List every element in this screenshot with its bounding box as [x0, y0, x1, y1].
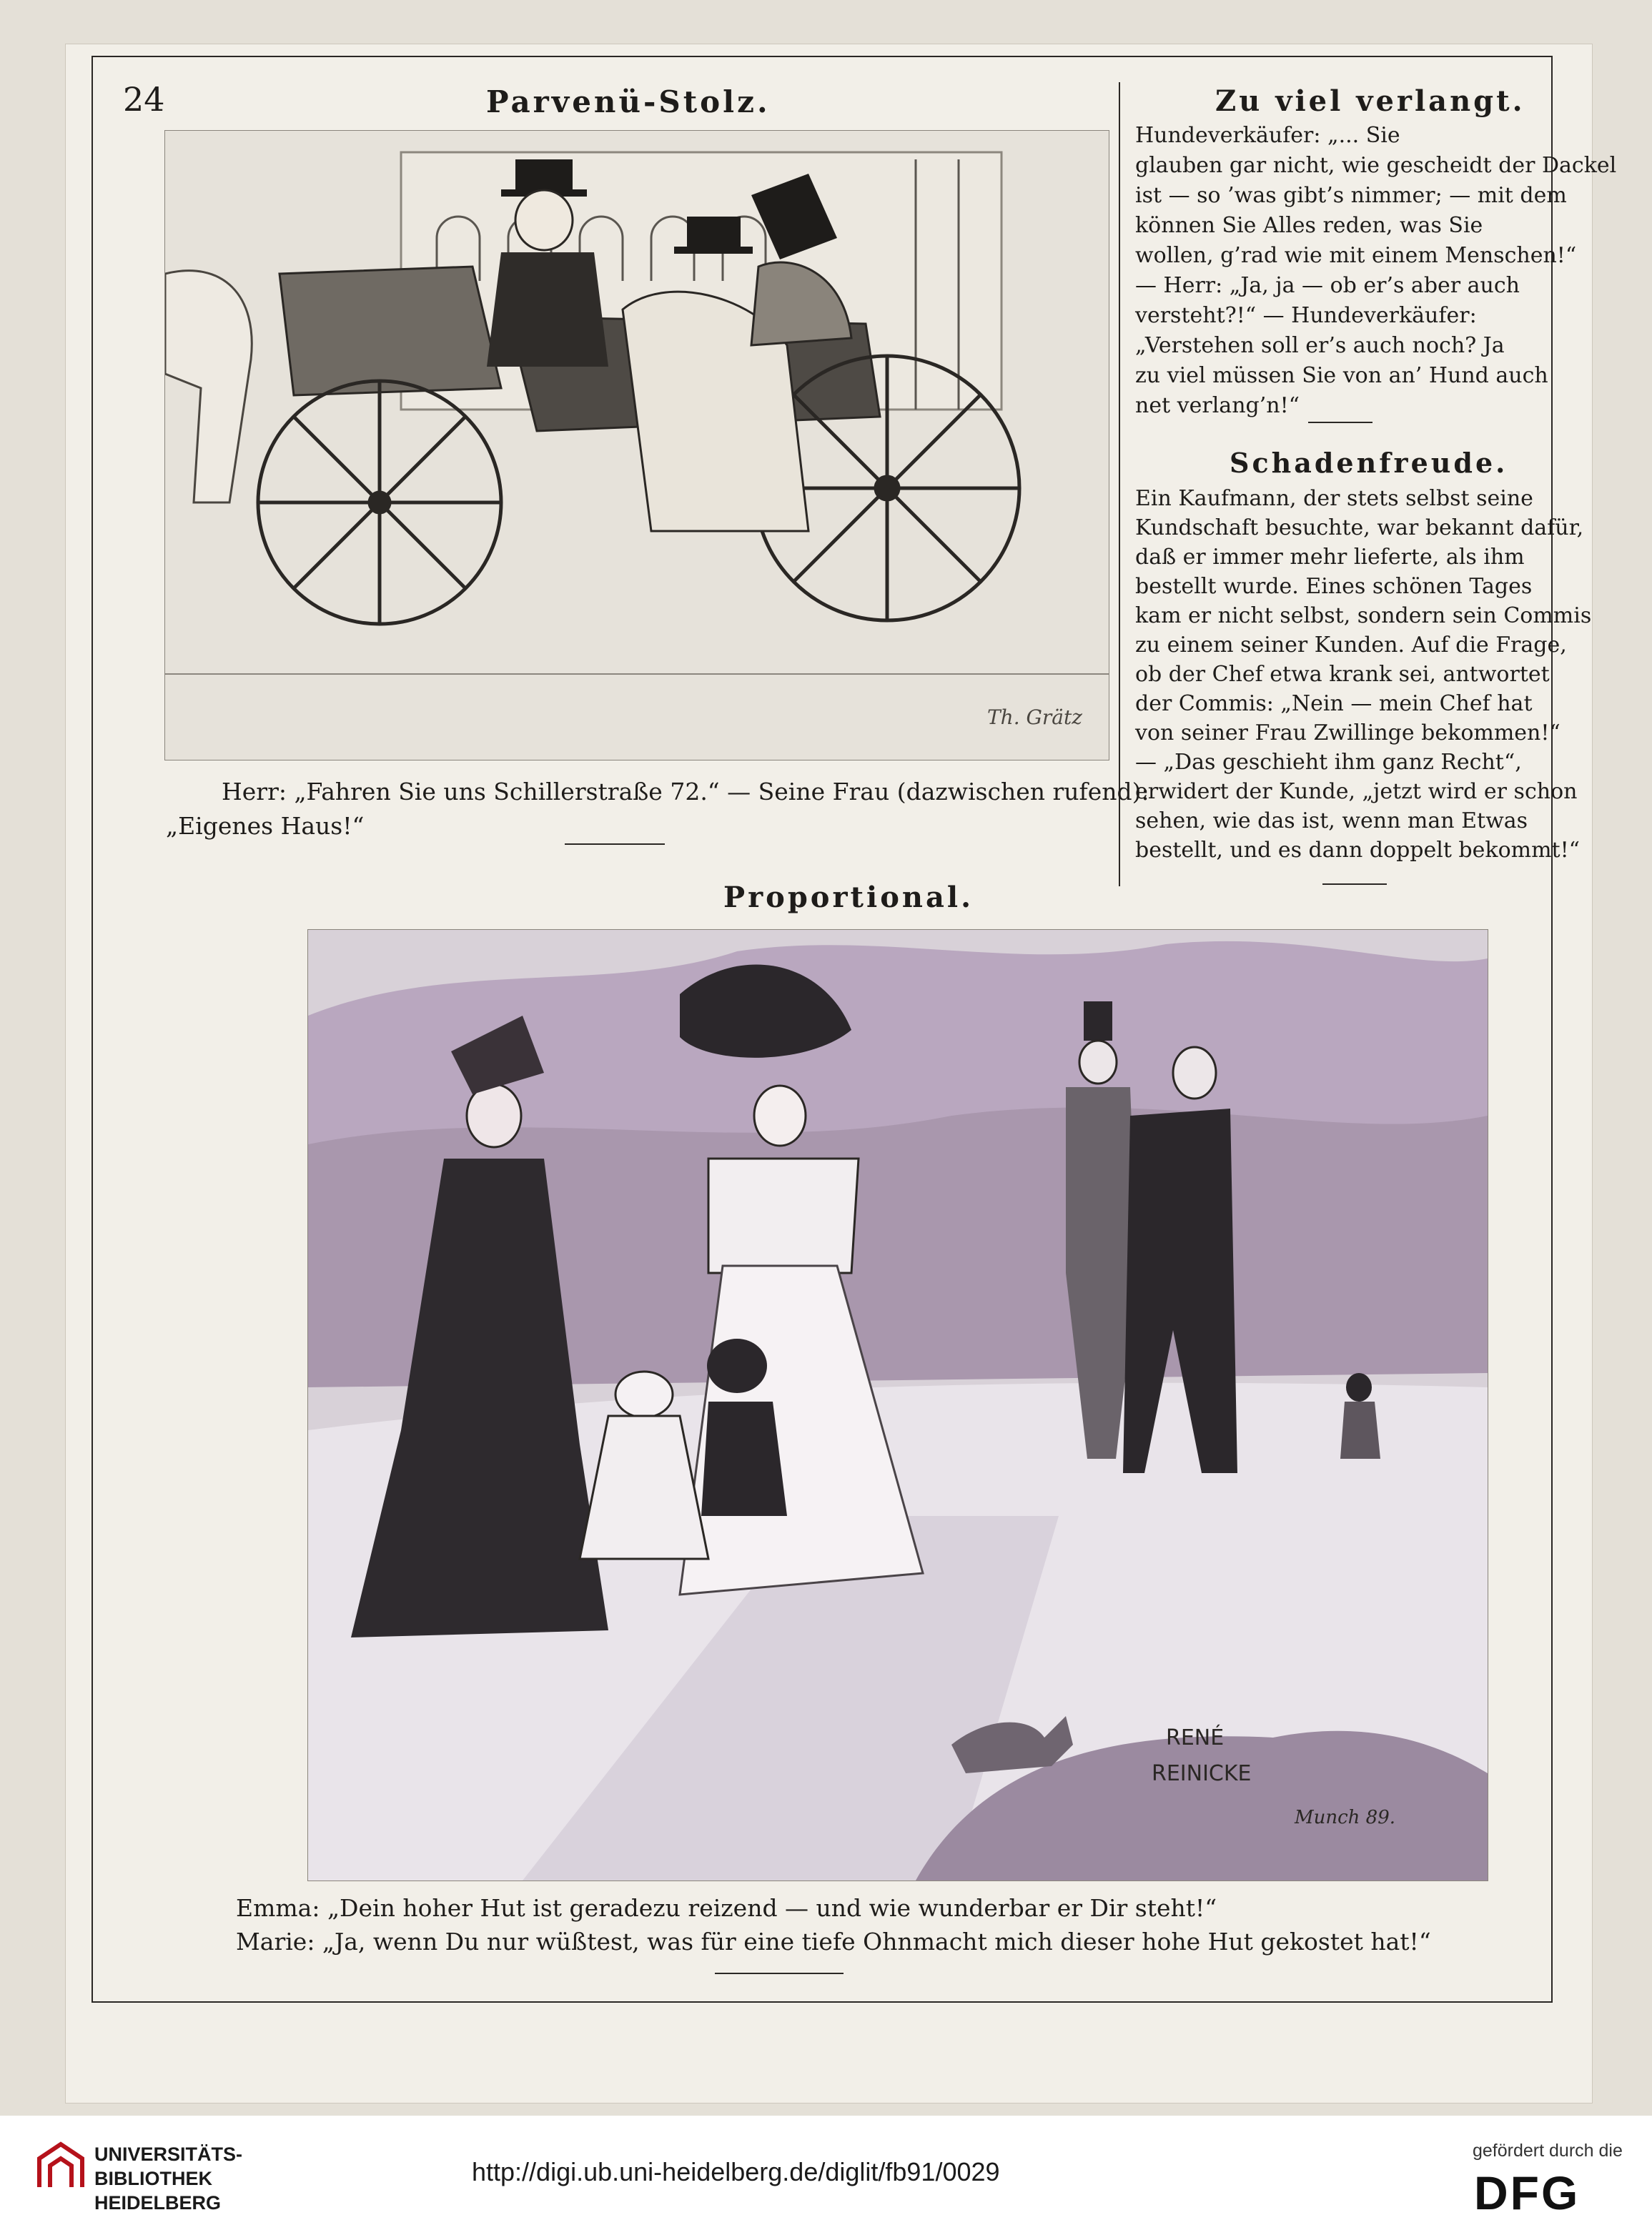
library-name: UNIVERSITÄTS- BIBLIOTHEK HEIDELBERG: [94, 2144, 243, 2214]
story2-line: bestellt wurde. Eines schönen Tages: [1135, 574, 1533, 599]
artist-signature: Munch 89.: [1295, 1807, 1396, 1828]
story1-title: Zu viel verlangt.: [1215, 84, 1525, 118]
cartoon2-title: Proportional.: [723, 881, 974, 914]
artist-signature: RENÉ: [1166, 1725, 1225, 1750]
park-scene-illustration: [307, 929, 1488, 1881]
cartoon2-caption-line1: Emma: „Dein hoher Hut ist geradezu reizend — und wie wunderbar er Dir steht!“: [236, 1894, 1217, 1922]
story1-line: net verlang’n!“: [1135, 393, 1300, 418]
story2-line: der Commis: „Nein — mein Chef hat: [1135, 691, 1533, 716]
cartoon2-caption-line2: Marie: „Ja, wenn Du nur wüßtest, was für eine tiefe Ohnmacht mich dieser hohe Hut gekostet hat!“: [236, 1928, 1431, 1956]
story1-line: Hundeverkäufer: „... Sie: [1135, 123, 1400, 148]
source-url-link[interactable]: http://digi.ub.uni-heidelberg.de/diglit/fb91/0029: [472, 2157, 1000, 2186]
cartoon1-caption-line2: „Eigenes Haus!“: [166, 812, 365, 840]
story2-line: — „Das geschieht ihm ganz Recht“,: [1135, 750, 1522, 775]
story1-line: ist — so ’was gibt’s nimmer; — mit dem: [1135, 183, 1567, 208]
story2-line: kam er nicht selbst, sondern sein Commis: [1135, 603, 1592, 628]
story2-line: bestellt, und es dann doppelt bekommt!“: [1135, 838, 1580, 863]
separator-rule: [1322, 883, 1387, 885]
story2-line: von seiner Frau Zwillinge bekommen!“: [1135, 720, 1561, 745]
university-library-logo: [32, 2137, 89, 2194]
cartoon1-title: Parvenü-Stolz.: [486, 84, 771, 119]
story1-line: glauben gar nicht, wie gescheidt der Dackel: [1135, 153, 1617, 178]
story2-title: Schadenfreude.: [1230, 447, 1508, 479]
story1-line: „Verstehen soll er’s auch noch? Ja: [1135, 333, 1505, 358]
cartoon1-caption-line1: Herr: „Fahren Sie uns Schillerstraße 72.“ — Seine Frau (dazwischen rufend):: [222, 778, 1149, 806]
story1-line: zu viel müssen Sie von an’ Hund auch: [1135, 363, 1548, 388]
park-scene-drawing: [308, 930, 1488, 1880]
story2-line: erwidert der Kunde, „jetzt wird er schon: [1135, 779, 1578, 804]
dfg-logo: DFG: [1474, 2166, 1581, 2219]
story2-line: sehen, wie das ist, wenn man Etwas: [1135, 808, 1528, 833]
wheel-left: [258, 381, 501, 624]
carriage-drawing: [165, 131, 1109, 760]
separator-rule: [565, 843, 665, 845]
story1-line: — Herr: „Ja, ja — ob er’s aber auch: [1135, 273, 1520, 298]
story2-line: ob der Chef etwa krank sei, antwortet: [1135, 662, 1550, 687]
story2-line: daß er immer mehr lieferte, als ihm: [1135, 545, 1525, 570]
story2-line: Kundschaft besuchte, war bekannt dafür,: [1135, 515, 1584, 540]
story2-line: Ein Kaufmann, der stets selbst seine: [1135, 486, 1533, 511]
column-rule: [1119, 82, 1120, 886]
artist-signature: REINICKE: [1152, 1761, 1252, 1786]
story2-line: zu einem seiner Kunden. Auf die Frage,: [1135, 633, 1567, 658]
artist-signature: Th. Grätz: [987, 705, 1082, 729]
story1-line: wollen, g’rad wie mit einem Menschen!“: [1135, 243, 1577, 268]
carriage-illustration: [164, 130, 1109, 760]
story1-line: können Sie Alles reden, was Sie: [1135, 213, 1483, 238]
separator-rule: [1308, 422, 1372, 423]
funding-note: gefördert durch die: [1473, 2141, 1623, 2161]
separator-rule: [715, 1973, 844, 1974]
story1-line: versteht?!“ — Hundeverkäufer:: [1135, 303, 1477, 328]
page-number: 24: [123, 80, 165, 119]
